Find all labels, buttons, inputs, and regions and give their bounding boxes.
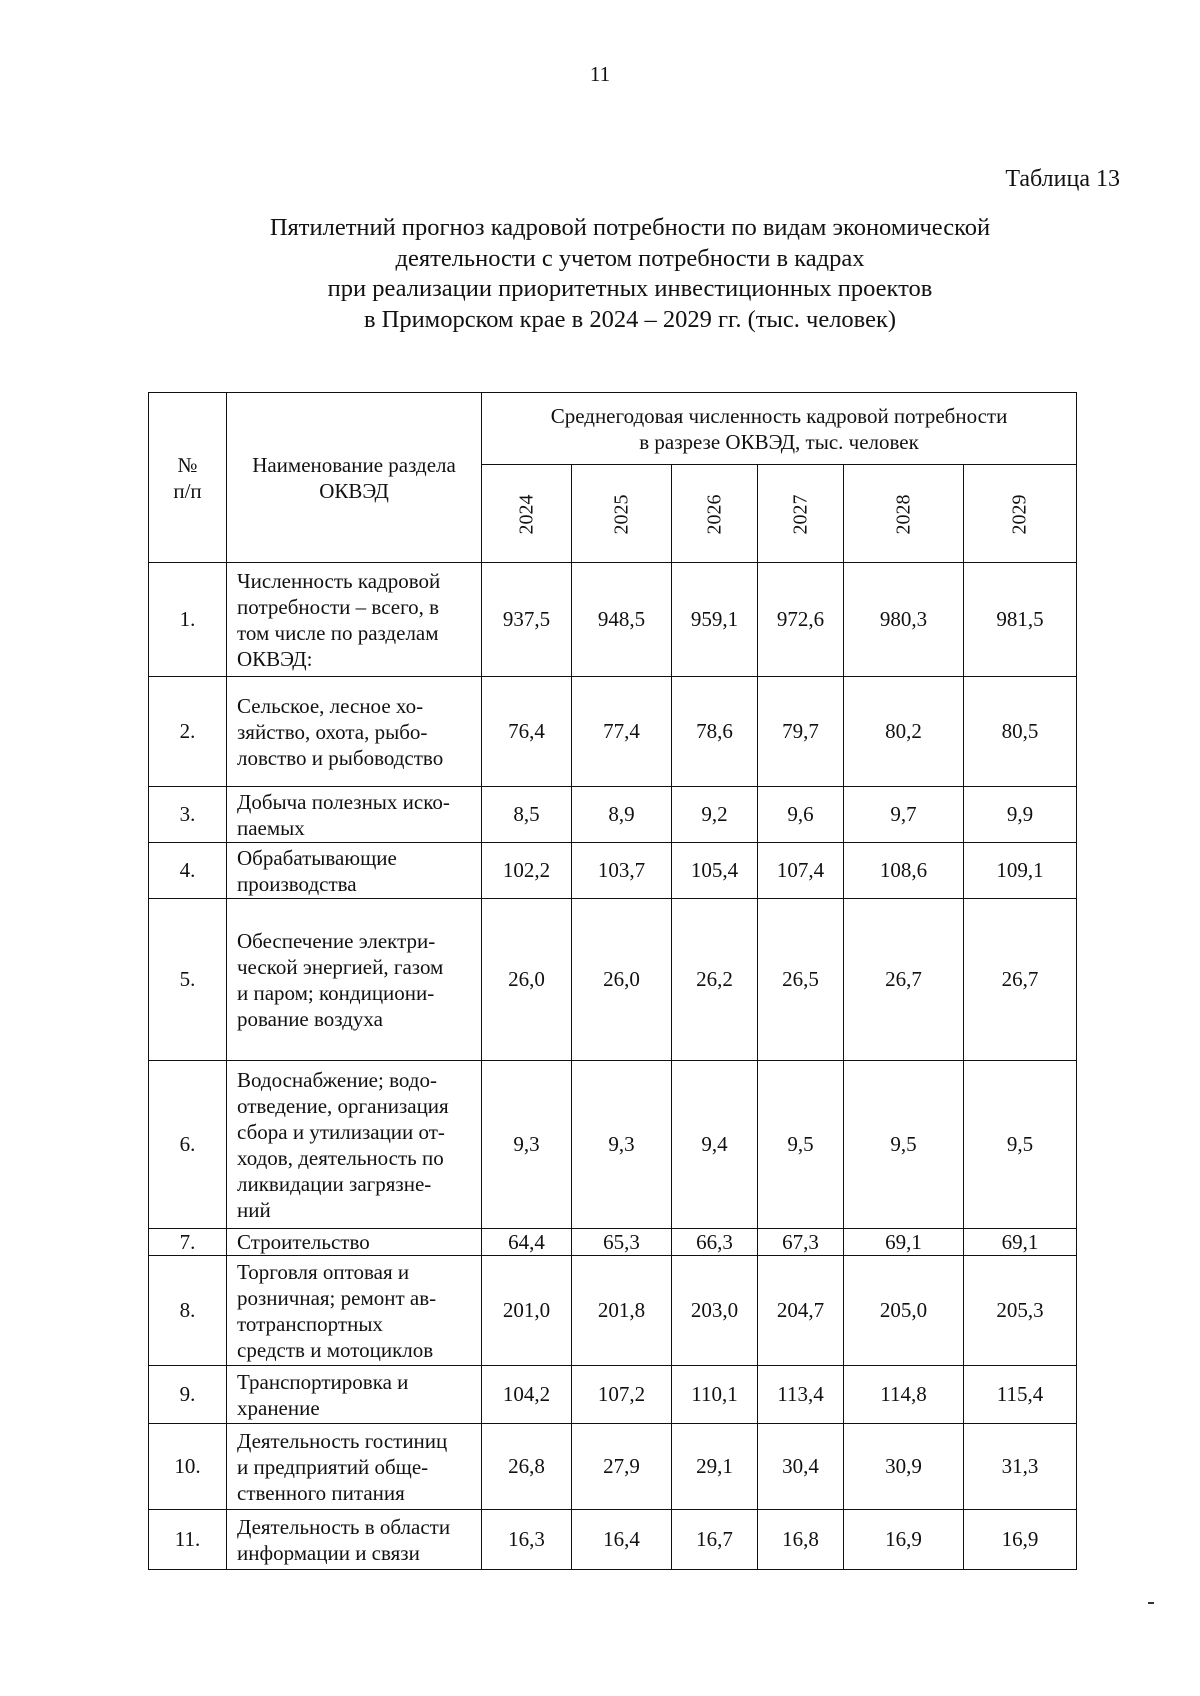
value-cell: 109,1 bbox=[964, 843, 1077, 899]
section-name: Численность кадровой потребности – всего, в том числе по разделам ОКВЭД: bbox=[227, 563, 482, 677]
value-cell: 9,3 bbox=[482, 1061, 572, 1229]
value-cell: 29,1 bbox=[672, 1424, 758, 1510]
value-cell: 76,4 bbox=[482, 677, 572, 787]
value-cell: 16,9 bbox=[844, 1510, 964, 1570]
value-cell: 9,9 bbox=[964, 787, 1077, 843]
table-row bbox=[149, 1229, 1077, 1256]
section-name: Обеспечение электри- ческой энергией, газом и паром; кондициони- рование воздуха bbox=[227, 899, 482, 1061]
value-cell: 9,5 bbox=[758, 1061, 844, 1229]
value-cell: 108,6 bbox=[844, 843, 964, 899]
value-cell: 8,5 bbox=[482, 787, 572, 843]
row-number: 8. bbox=[149, 1256, 227, 1366]
value-cell: 77,4 bbox=[572, 677, 672, 787]
value-cell: 65,3 bbox=[572, 1229, 672, 1256]
value-cell: 9,4 bbox=[672, 1061, 758, 1229]
section-name: Строительство bbox=[227, 1229, 482, 1256]
value-cell: 30,9 bbox=[844, 1424, 964, 1510]
row-number: 7. bbox=[149, 1229, 227, 1256]
value-cell: 64,4 bbox=[482, 1229, 572, 1256]
value-cell: 107,4 bbox=[758, 843, 844, 899]
value-cell: 16,3 bbox=[482, 1510, 572, 1570]
value-cell: 79,7 bbox=[758, 677, 844, 787]
table-row bbox=[149, 563, 1077, 677]
value-cell: 16,8 bbox=[758, 1510, 844, 1570]
row-number: 4. bbox=[149, 843, 227, 899]
value-cell: 110,1 bbox=[672, 1366, 758, 1424]
header-year-label: 2027 bbox=[789, 494, 811, 535]
header-year-label: 2024 bbox=[515, 494, 537, 535]
table-row bbox=[149, 1510, 1077, 1570]
row-number: 6. bbox=[149, 1061, 227, 1229]
document-title bbox=[170, 213, 1090, 335]
value-cell: 103,7 bbox=[572, 843, 672, 899]
table-row bbox=[149, 787, 1077, 843]
value-cell: 26,0 bbox=[482, 899, 572, 1061]
row-number: 11. bbox=[149, 1510, 227, 1570]
value-cell: 16,4 bbox=[572, 1510, 672, 1570]
table-row bbox=[149, 1256, 1077, 1366]
staffing-forecast-table bbox=[148, 392, 1077, 1570]
value-cell: 26,5 bbox=[758, 899, 844, 1061]
value-cell: 26,2 bbox=[672, 899, 758, 1061]
table-row bbox=[149, 843, 1077, 899]
value-cell: 31,3 bbox=[964, 1424, 1077, 1510]
table-row bbox=[149, 1424, 1077, 1510]
page-number: 11 bbox=[589, 62, 611, 86]
value-cell: 80,5 bbox=[964, 677, 1077, 787]
value-cell: 105,4 bbox=[672, 843, 758, 899]
section-name: Добыча полезных иско- паемых bbox=[227, 787, 482, 843]
value-cell: 107,2 bbox=[572, 1366, 672, 1424]
table-row bbox=[149, 899, 1077, 1061]
header-group: Среднегодовая численность кадровой потребности в разрезе ОКВЭД, тыс. человек bbox=[482, 393, 1077, 465]
section-name: Деятельность в области информации и связи bbox=[227, 1510, 482, 1570]
title-line: при реализации приоритетных инвестиционных проектов bbox=[327, 275, 933, 302]
value-cell: 16,9 bbox=[964, 1510, 1077, 1570]
value-cell: 27,9 bbox=[572, 1424, 672, 1510]
header-year bbox=[672, 465, 758, 563]
value-cell: 9,7 bbox=[844, 787, 964, 843]
section-name: Транспортировка и хранение bbox=[227, 1366, 482, 1424]
header-year bbox=[758, 465, 844, 563]
section-name: Обрабатывающие производства bbox=[227, 843, 482, 899]
value-cell: 9,3 bbox=[572, 1061, 672, 1229]
table-row bbox=[149, 1366, 1077, 1424]
value-cell: 115,4 bbox=[964, 1366, 1077, 1424]
value-cell: 9,5 bbox=[844, 1061, 964, 1229]
value-cell: 959,1 bbox=[672, 563, 758, 677]
value-cell: 66,3 bbox=[672, 1229, 758, 1256]
value-cell: 201,8 bbox=[572, 1256, 672, 1366]
value-cell: 113,4 bbox=[758, 1366, 844, 1424]
section-name: Деятельность гостиниц и предприятий обще- ственного питания bbox=[227, 1424, 482, 1510]
row-number: 10. bbox=[149, 1424, 227, 1510]
value-cell: 205,3 bbox=[964, 1256, 1077, 1366]
header-year-label: 2026 bbox=[703, 494, 725, 535]
value-cell: 205,0 bbox=[844, 1256, 964, 1366]
value-cell: 69,1 bbox=[844, 1229, 964, 1256]
value-cell: 9,5 bbox=[964, 1061, 1077, 1229]
value-cell: 78,6 bbox=[672, 677, 758, 787]
value-cell: 972,6 bbox=[758, 563, 844, 677]
title-line: деятельности с учетом потребности в кадрах bbox=[395, 244, 865, 272]
value-cell: 69,1 bbox=[964, 1229, 1077, 1256]
value-cell: 26,0 bbox=[572, 899, 672, 1061]
value-cell: 30,4 bbox=[758, 1424, 844, 1510]
value-cell: 114,8 bbox=[844, 1366, 964, 1424]
value-cell: 102,2 bbox=[482, 843, 572, 899]
title-line: Пятилетний прогноз кадровой потребности по видам экономической bbox=[269, 214, 991, 241]
section-name: Сельское, лесное хо- зяйство, охота, рыбо- ловство и рыбоводство bbox=[227, 677, 482, 787]
value-cell: 981,5 bbox=[964, 563, 1077, 677]
header-year-label: 2025 bbox=[610, 494, 632, 535]
value-cell: 9,2 bbox=[672, 787, 758, 843]
value-cell: 104,2 bbox=[482, 1366, 572, 1424]
table-row bbox=[149, 677, 1077, 787]
value-cell: 201,0 bbox=[482, 1256, 572, 1366]
table-label: Таблица 13 bbox=[1005, 166, 1120, 192]
header-year bbox=[964, 465, 1077, 563]
value-cell: 26,7 bbox=[844, 899, 964, 1061]
value-cell: 16,7 bbox=[672, 1510, 758, 1570]
row-number: 5. bbox=[149, 899, 227, 1061]
header-year bbox=[482, 465, 572, 563]
value-cell: 26,7 bbox=[964, 899, 1077, 1061]
value-cell: 203,0 bbox=[672, 1256, 758, 1366]
header-year bbox=[572, 465, 672, 563]
row-number: 1. bbox=[149, 563, 227, 677]
header-year-label: 2028 bbox=[892, 494, 914, 535]
value-cell: 204,7 bbox=[758, 1256, 844, 1366]
scan-mark bbox=[1148, 1602, 1154, 1604]
section-name: Водоснабжение; водо- отведение, организация сбора и утилизации от- ходов, деятельность по ликвидации загрязне- ний bbox=[227, 1061, 482, 1229]
header-section-name: Наименование раздела ОКВЭД bbox=[227, 393, 482, 563]
row-number: 2. bbox=[149, 677, 227, 787]
value-cell: 948,5 bbox=[572, 563, 672, 677]
row-number: 3. bbox=[149, 787, 227, 843]
value-cell: 9,6 bbox=[758, 787, 844, 843]
value-cell: 80,2 bbox=[844, 677, 964, 787]
row-number: 9. bbox=[149, 1366, 227, 1424]
title-line: в Приморском крае в 2024 – 2029 гг. (тыс. человек) bbox=[363, 305, 897, 333]
value-cell: 980,3 bbox=[844, 563, 964, 677]
header-num: № п/п bbox=[149, 393, 227, 563]
header-year-label: 2029 bbox=[1008, 494, 1031, 535]
value-cell: 8,9 bbox=[572, 787, 672, 843]
value-cell: 26,8 bbox=[482, 1424, 572, 1510]
table-row bbox=[149, 1061, 1077, 1229]
header-year bbox=[844, 465, 964, 563]
value-cell: 67,3 bbox=[758, 1229, 844, 1256]
value-cell: 937,5 bbox=[482, 563, 572, 677]
section-name: Торговля оптовая и розничная; ремонт ав- тотранспортных средств и мотоциклов bbox=[227, 1256, 482, 1366]
